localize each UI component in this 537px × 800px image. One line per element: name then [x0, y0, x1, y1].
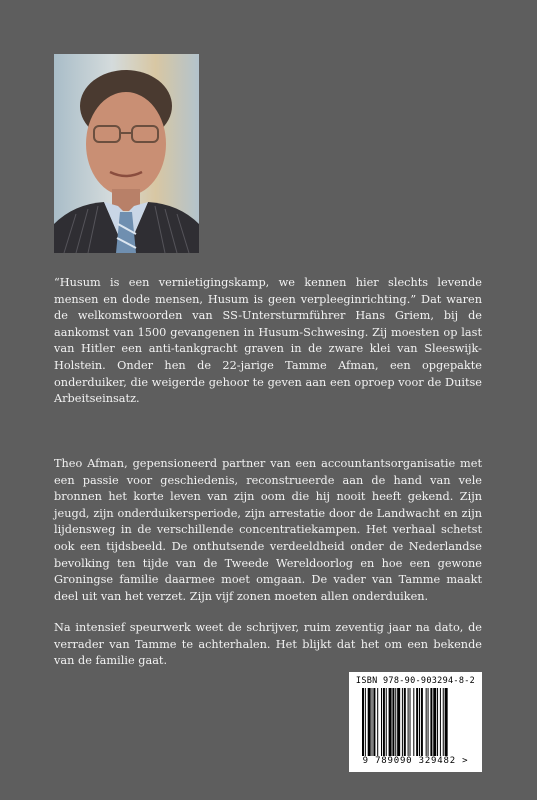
barcode-digits: 9 789090 329482 >: [362, 756, 469, 766]
isbn-label: ISBN 978-90-903294-8-2: [355, 676, 476, 686]
author-portrait-image: [54, 54, 199, 253]
blurb-paragraph-1: “Husum is een vernietigingskamp, we kennen hier slechts levende mensen en dode mensen, Husum is geen verpleeginrichting.” Dat waren de welkomstwoorden van SS-Untersturmführer Hans Griem, bij de aankomst van 1500 gevangenen in Husum-Schwesing. Zij moesten op last van Hitler een anti-tankgracht graven in de zware klei van Sleeswijk-Holstein. Onder hen de 22-jarige Tamme Afman, een opgepakte onderduiker, die weigerde gehoor te geven aan een oproep voor de Duitse Arbeitseinsatz.: [54, 276, 482, 406]
blurb-paragraph-3: Na intensief speurwerk weet de schrijver, ruim zeventig jaar na dato, de verrader van Tamme te achterhalen. Het blijkt dat het om een bekende van de familie gaat.: [54, 621, 482, 668]
isbn-barcode: [349, 672, 482, 772]
blurb-paragraph-2: Theo Afman, gepensioneerd partner van een accountantsorganisatie met een passie voor geschiedenis, reconstrueerde aan de hand van vele bronnen het korte leven van zijn oom die hij nooit heeft gekend. Zijn jeugd, zijn onderduikersperiode, zijn arrestatie door de Landwacht en zijn lijdensweg in de verschillende concentratiekampen. Het verhaal schetst ook een tijdsbeeld. De onthutsende verdeeldheid onder de Nederlandse bevolking ten tijde van de Tweede Wereldoorlog en hoe een gewone Groningse familie daarmee moet omgaan. De vader van Tamme maakt deel uit van het verzet. Zijn vijf zonen moeten allen onderduiken.: [54, 457, 482, 603]
author-photo: [54, 54, 199, 253]
barcode-bars: [362, 688, 469, 756]
